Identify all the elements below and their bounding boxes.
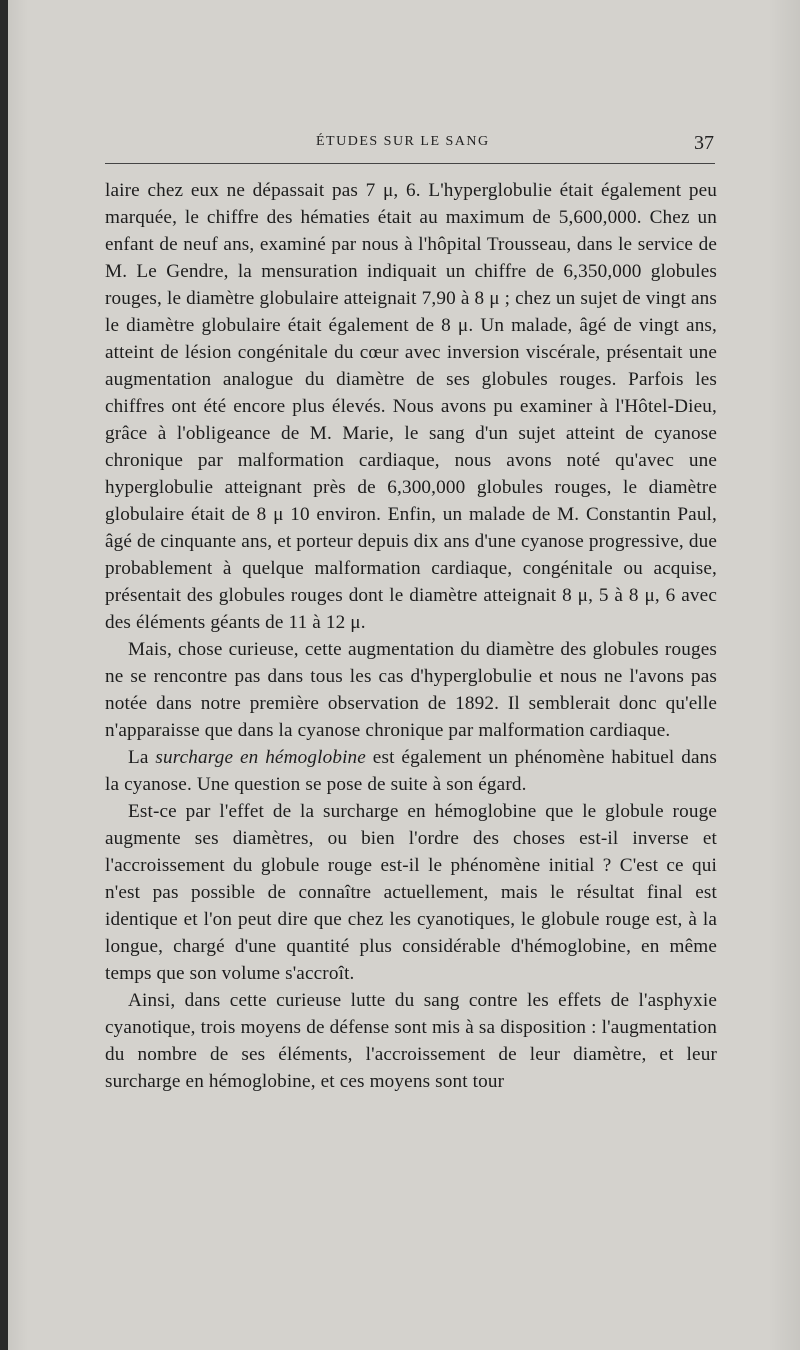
body-text — [105, 177, 717, 1095]
page-header — [8, 130, 800, 160]
paragraph-3-prefix: La — [128, 747, 156, 768]
paragraph-1: laire chez eux ne dépassait pas 7 μ, 6. L'hyperglobulie était également peu marquée, le chiffre des hématies était au maximum de 5,600,000. Chez un enfant de neuf ans, examiné par nous à l'hôpital Trousseau, dans le service de M. Le Gendre, la mensuration indiquait un chiffre de 6,350,000 globules rouges, le diamètre globulaire atteignait 7,90 à 8 μ ; chez un sujet de vingt ans le diamètre globulaire était également de 8 μ. Un malade, âgé de vingt ans, atteint de lésion congénitale du cœur avec inversion viscérale, présentait une augmentation analogue du diamètre de ses globules rouges. Parfois les chiffres ont été encore plus élevés. Nous avons pu examiner à l'Hôtel-Dieu, grâce à l'obligeance de M. Marie, le sang d'un sujet atteint de cyanose chronique par malformation cardiaque, nous avons noté qu'avec une hyperglobulie atteignant près de 6,300,000 globules rouges, le diamètre globulaire était de 8 μ 10 environ. Enfin, un malade de M. Constantin Paul, âgé de cinquante ans, et porteur depuis dix ans d'une cyanose progressive, due probablement à quelque malformation cardiaque, congénitale ou acquise, présentait des globules rouges dont le diamètre atteignait 8 μ, 5 à 8 μ, 6 avec des éléments géants de 11 à 12 μ. — [105, 180, 717, 633]
paragraph-3-suffix: est également un phénomène habituel dans la cyanose. Une question se pose de suite à son égard. — [105, 747, 717, 795]
paragraph-5: Ainsi, dans cette curieuse lutte du sang contre les effets de l'asphyxie cyanotique, trois moyens de défense sont mis à sa disposition : l'augmentation du nombre de ses éléments, l'accroissement de leur diamètre, et leur surcharge en hémoglobine, et ces moyens sont tour — [105, 990, 717, 1092]
paragraph-3-italic: surcharge en hémoglobine — [155, 747, 366, 768]
paragraph-2: Mais, chose curieuse, cette augmentation du diamètre des globules rouges ne se rencontre pas dans tous les cas d'hyperglobulie et nous ne l'avons pas notée dans notre première observation de 1892. Il semblerait donc qu'elle n'apparaisse que dans la cyanose chronique par malformation cardiaque. — [105, 639, 717, 741]
header-rule — [105, 163, 715, 164]
book-page — [8, 0, 800, 1350]
paragraph-4: Est-ce par l'effet de la surcharge en hémoglobine que le globule rouge augmente ses diamètres, ou bien l'ordre des choses est-il inverse et l'accroissement du globule rouge est-il le phénomène initial ? C'est ce qui n'est pas possible de connaître actuellement, mais le résultat final est identique et l'on peut dire que chez les cyanotiques, le globule rouge est, à la longue, chargé d'une quantité plus considérable d'hémoglobine, en même temps que son volume s'accroît. — [105, 801, 717, 984]
running-title: ÉTUDES SUR LE SANG — [316, 134, 490, 149]
page-number: 37 — [694, 132, 714, 154]
paragraph-3 — [105, 744, 717, 798]
